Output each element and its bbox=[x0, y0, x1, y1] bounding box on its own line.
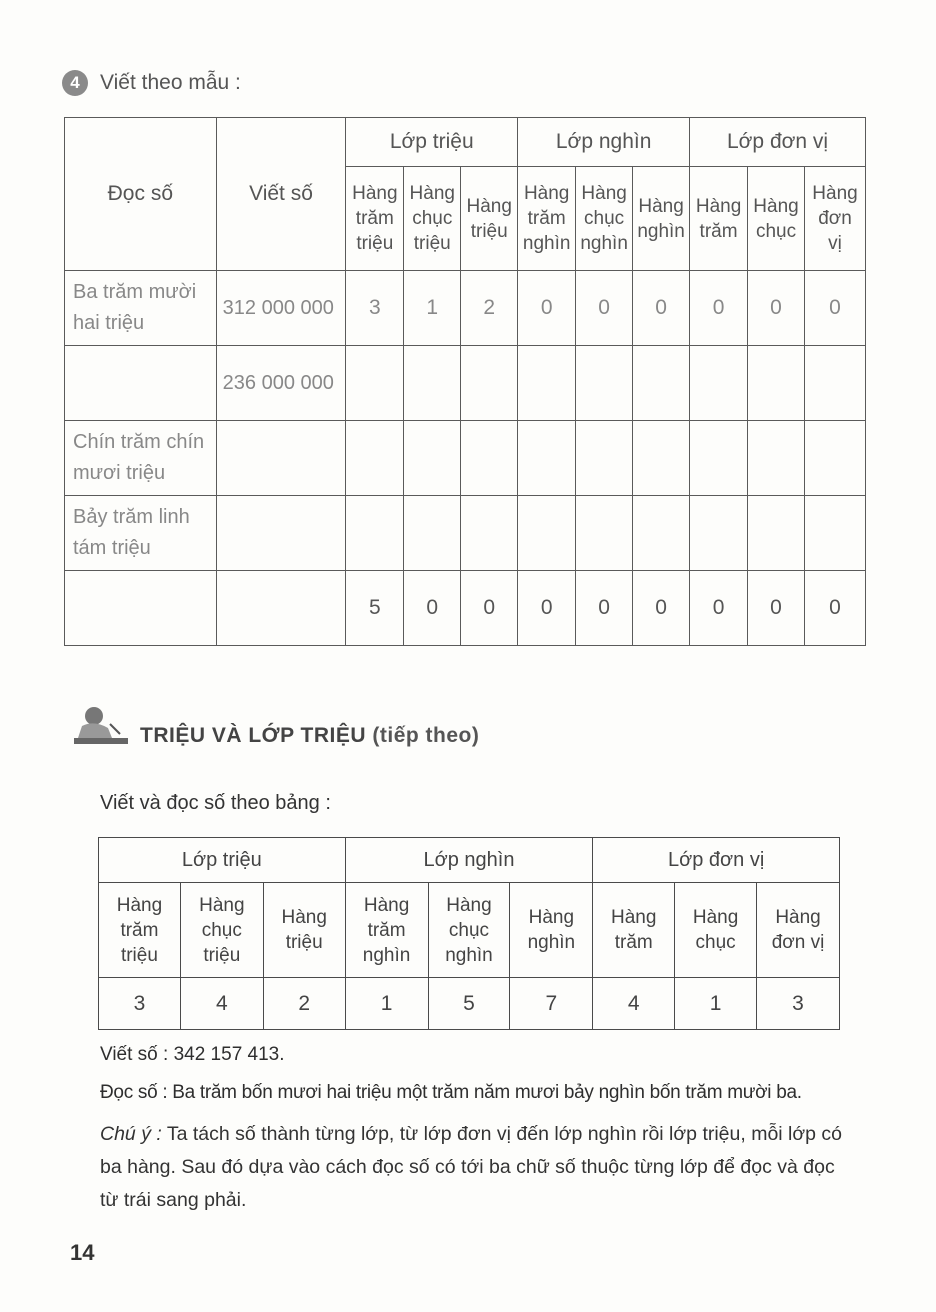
digit-cell: 0 bbox=[748, 571, 805, 646]
table-row bbox=[65, 346, 866, 421]
digit-cell bbox=[576, 421, 633, 496]
example-digit-cell: 3 bbox=[99, 978, 181, 1030]
digit-cell bbox=[633, 421, 690, 496]
digit-cell bbox=[633, 496, 690, 571]
exercise-number-badge: 4 bbox=[62, 70, 88, 96]
example-digit-cell: 4 bbox=[180, 978, 263, 1030]
digit-cell bbox=[804, 421, 865, 496]
example-digit-cell: 5 bbox=[428, 978, 510, 1030]
table-row bbox=[65, 421, 866, 496]
digit-cell: 0 bbox=[461, 571, 518, 646]
digit-cell bbox=[346, 496, 404, 571]
section-title-text: TRIỆU VÀ LỚP TRIỆU bbox=[140, 724, 367, 747]
digit-cell: 0 bbox=[748, 271, 805, 346]
example-place-header-line: Hàng bbox=[363, 894, 410, 916]
exercise-table bbox=[64, 117, 866, 646]
table-row bbox=[65, 571, 866, 646]
example-place-header-line: nghìn bbox=[527, 932, 576, 953]
place-header-line: Hàng bbox=[409, 183, 455, 204]
digit-cell bbox=[748, 496, 805, 571]
digit-cell bbox=[404, 421, 461, 496]
digit-cell bbox=[633, 346, 690, 421]
place-header-3 bbox=[518, 167, 576, 271]
example-digit-cell: 3 bbox=[757, 978, 840, 1030]
example-place-header-line: Hàng bbox=[775, 907, 821, 928]
place-header-line: Hàng bbox=[466, 195, 512, 217]
section-intro: Viết và đọc số theo bảng : bbox=[100, 792, 331, 814]
note-paragraph bbox=[100, 1118, 845, 1217]
place-header-line: Hàng bbox=[812, 183, 858, 204]
table-row bbox=[65, 271, 866, 346]
place-header-line: triệu bbox=[413, 233, 451, 254]
digit-cell: 5 bbox=[346, 571, 404, 646]
example-place-header-line: chục bbox=[201, 919, 242, 941]
example-digit-cell: 7 bbox=[510, 978, 593, 1030]
example-place-header-line: đơn vị bbox=[771, 932, 825, 953]
example-place-value-table bbox=[98, 837, 840, 1030]
digit-cell: 3 bbox=[346, 271, 404, 346]
place-header-line: Hàng bbox=[695, 195, 742, 217]
digit-cell bbox=[518, 346, 576, 421]
example-place-header-line: nghìn bbox=[362, 944, 411, 966]
example-place-header-line: Hàng bbox=[446, 894, 492, 916]
digit-cell: 0 bbox=[690, 271, 748, 346]
digit-cell bbox=[804, 496, 865, 571]
example-place-header-3 bbox=[345, 883, 428, 978]
read-cell-line: Chín trăm chín bbox=[73, 431, 205, 453]
place-header-line: triệu bbox=[470, 220, 508, 242]
example-place-header-8 bbox=[757, 883, 840, 978]
digit-cell bbox=[461, 421, 518, 496]
example-place-header-line: Hàng bbox=[692, 907, 739, 928]
example-class-row bbox=[99, 838, 840, 883]
example-place-header-1 bbox=[180, 883, 263, 978]
read-cell bbox=[65, 421, 217, 496]
place-header-8 bbox=[804, 167, 865, 271]
digit-cell bbox=[690, 346, 748, 421]
example-place-header-line: trăm bbox=[120, 919, 159, 941]
place-header-line: Hàng bbox=[581, 183, 627, 204]
digit-cell: 0 bbox=[576, 571, 633, 646]
note-label: Chú ý : bbox=[100, 1123, 162, 1145]
example-place-header-line: Hàng bbox=[528, 907, 575, 928]
page-number: 14 bbox=[70, 1240, 95, 1265]
example-digit-cell: 1 bbox=[675, 978, 757, 1030]
place-header-line: vị bbox=[828, 233, 842, 254]
digit-cell: 0 bbox=[404, 571, 461, 646]
table-row bbox=[65, 496, 866, 571]
example-place-header-5 bbox=[510, 883, 593, 978]
place-header-line: chục bbox=[755, 220, 797, 242]
class-header-row bbox=[65, 118, 866, 167]
example-place-header-line: triệu bbox=[285, 932, 323, 953]
place-header-line: Hàng bbox=[352, 183, 398, 204]
place-header-5 bbox=[633, 167, 690, 271]
example-class-thousands: Lớp nghìn bbox=[345, 838, 593, 883]
digit-cell: 2 bbox=[461, 271, 518, 346]
read-cell-line: Ba trăm mười bbox=[73, 281, 197, 303]
section-title bbox=[140, 724, 479, 748]
read-cell-line: mươi triệu bbox=[73, 462, 166, 484]
place-header-1 bbox=[404, 167, 461, 271]
read-cell bbox=[65, 571, 217, 646]
digit-cell bbox=[346, 346, 404, 421]
example-place-header-4 bbox=[428, 883, 510, 978]
example-place-header-line: triệu bbox=[203, 944, 241, 966]
example-place-header-line: chục bbox=[695, 932, 736, 953]
digit-cell bbox=[748, 346, 805, 421]
digit-cell bbox=[518, 421, 576, 496]
child-writing-icon bbox=[72, 704, 130, 748]
example-place-header-line: nghìn bbox=[445, 944, 493, 966]
place-header-line: chục bbox=[584, 208, 625, 229]
place-header-7 bbox=[748, 167, 805, 271]
section-subtitle: (tiếp theo) bbox=[372, 724, 480, 747]
digit-cell: 0 bbox=[804, 571, 865, 646]
digit-cell: 0 bbox=[633, 271, 690, 346]
place-header-line: trăm bbox=[355, 208, 394, 229]
example-place-header-line: trăm bbox=[614, 932, 653, 953]
digit-cell bbox=[404, 346, 461, 421]
digit-cell: 1 bbox=[404, 271, 461, 346]
digit-cell: 0 bbox=[518, 271, 576, 346]
example-digit-cell: 2 bbox=[263, 978, 345, 1030]
digit-cell bbox=[461, 496, 518, 571]
example-place-row bbox=[99, 883, 840, 978]
place-header-line: triệu bbox=[356, 233, 394, 254]
write-cell bbox=[216, 571, 346, 646]
digit-cell bbox=[346, 421, 404, 496]
example-place-header-line: trăm bbox=[367, 919, 406, 941]
place-header-line: nghìn bbox=[637, 220, 685, 242]
example-place-header-2 bbox=[263, 883, 345, 978]
digit-cell bbox=[404, 496, 461, 571]
digit-cell bbox=[576, 346, 633, 421]
place-header-line: nghìn bbox=[580, 233, 628, 254]
class-millions: Lớp triệu bbox=[346, 118, 518, 167]
example-place-header-7 bbox=[675, 883, 757, 978]
place-header-2 bbox=[461, 167, 518, 271]
col-write-header: Viết số bbox=[216, 118, 346, 271]
write-cell bbox=[216, 496, 346, 571]
digit-cell bbox=[690, 421, 748, 496]
place-header-0 bbox=[346, 167, 404, 271]
read-cell bbox=[65, 271, 217, 346]
read-cell-line: tám triệu bbox=[73, 537, 151, 559]
write-cell: 312 000 000 bbox=[216, 271, 346, 346]
example-place-header-line: Hàng bbox=[611, 907, 657, 928]
example-digit-row bbox=[99, 978, 840, 1030]
place-header-line: Hàng bbox=[753, 195, 799, 217]
read-cell bbox=[65, 346, 217, 421]
exercise-header bbox=[62, 70, 241, 96]
note-text: Ta tách số thành từng lớp, từ lớp đơn vị đến lớp nghìn rồi lớp triệu, mỗi lớp có ba hàng. Sau đó dựa vào cách đọc số có tới ba chữ số thuộc từng lớp để đọc và đọc từ trái sang phải. bbox=[100, 1123, 843, 1211]
class-thousands: Lớp nghìn bbox=[518, 118, 690, 167]
read-cell-line: Bảy trăm linh bbox=[73, 506, 190, 528]
example-place-header-line: chục bbox=[448, 919, 490, 941]
section-heading bbox=[72, 704, 479, 748]
write-cell bbox=[216, 421, 346, 496]
place-header-line: Hàng bbox=[523, 183, 570, 204]
example-place-header-line: Hàng bbox=[281, 907, 327, 928]
example-place-header-line: triệu bbox=[120, 944, 158, 966]
read-number-line: Đọc số : Ba trăm bốn mươi hai triệu một trăm năm mươi bảy nghìn bốn trăm mười ba. bbox=[100, 1082, 802, 1103]
digit-cell bbox=[576, 496, 633, 571]
class-units: Lớp đơn vị bbox=[690, 118, 866, 167]
digit-cell bbox=[804, 346, 865, 421]
place-header-line: chục bbox=[412, 208, 453, 229]
digit-cell bbox=[748, 421, 805, 496]
example-digit-cell: 4 bbox=[593, 978, 675, 1030]
place-header-line: nghìn bbox=[522, 233, 571, 254]
digit-cell: 0 bbox=[518, 571, 576, 646]
example-digit-cell: 1 bbox=[345, 978, 428, 1030]
digit-cell: 0 bbox=[576, 271, 633, 346]
place-header-4 bbox=[576, 167, 633, 271]
write-number-line: Viết số : 342 157 413. bbox=[100, 1044, 285, 1065]
example-class-millions: Lớp triệu bbox=[99, 838, 346, 883]
digit-cell: 0 bbox=[804, 271, 865, 346]
digit-cell bbox=[518, 496, 576, 571]
exercise-instruction: Viết theo mẫu : bbox=[100, 71, 241, 94]
place-header-line: đơn bbox=[818, 208, 852, 229]
place-header-line: trăm bbox=[699, 220, 738, 242]
example-place-header-line: Hàng bbox=[199, 894, 245, 916]
read-cell bbox=[65, 496, 217, 571]
example-place-header-0 bbox=[99, 883, 181, 978]
place-header-line: Hàng bbox=[638, 195, 684, 217]
write-cell: 236 000 000 bbox=[216, 346, 346, 421]
place-header-6 bbox=[690, 167, 748, 271]
digit-cell bbox=[461, 346, 518, 421]
example-class-units: Lớp đơn vị bbox=[593, 838, 840, 883]
read-cell-line: hai triệu bbox=[73, 312, 145, 334]
digit-cell: 0 bbox=[690, 571, 748, 646]
place-header-line: trăm bbox=[527, 208, 566, 229]
col-read-header: Đọc số bbox=[65, 118, 217, 271]
example-place-header-line: Hàng bbox=[116, 894, 163, 916]
digit-cell: 0 bbox=[633, 571, 690, 646]
example-place-header-6 bbox=[593, 883, 675, 978]
digit-cell bbox=[690, 496, 748, 571]
